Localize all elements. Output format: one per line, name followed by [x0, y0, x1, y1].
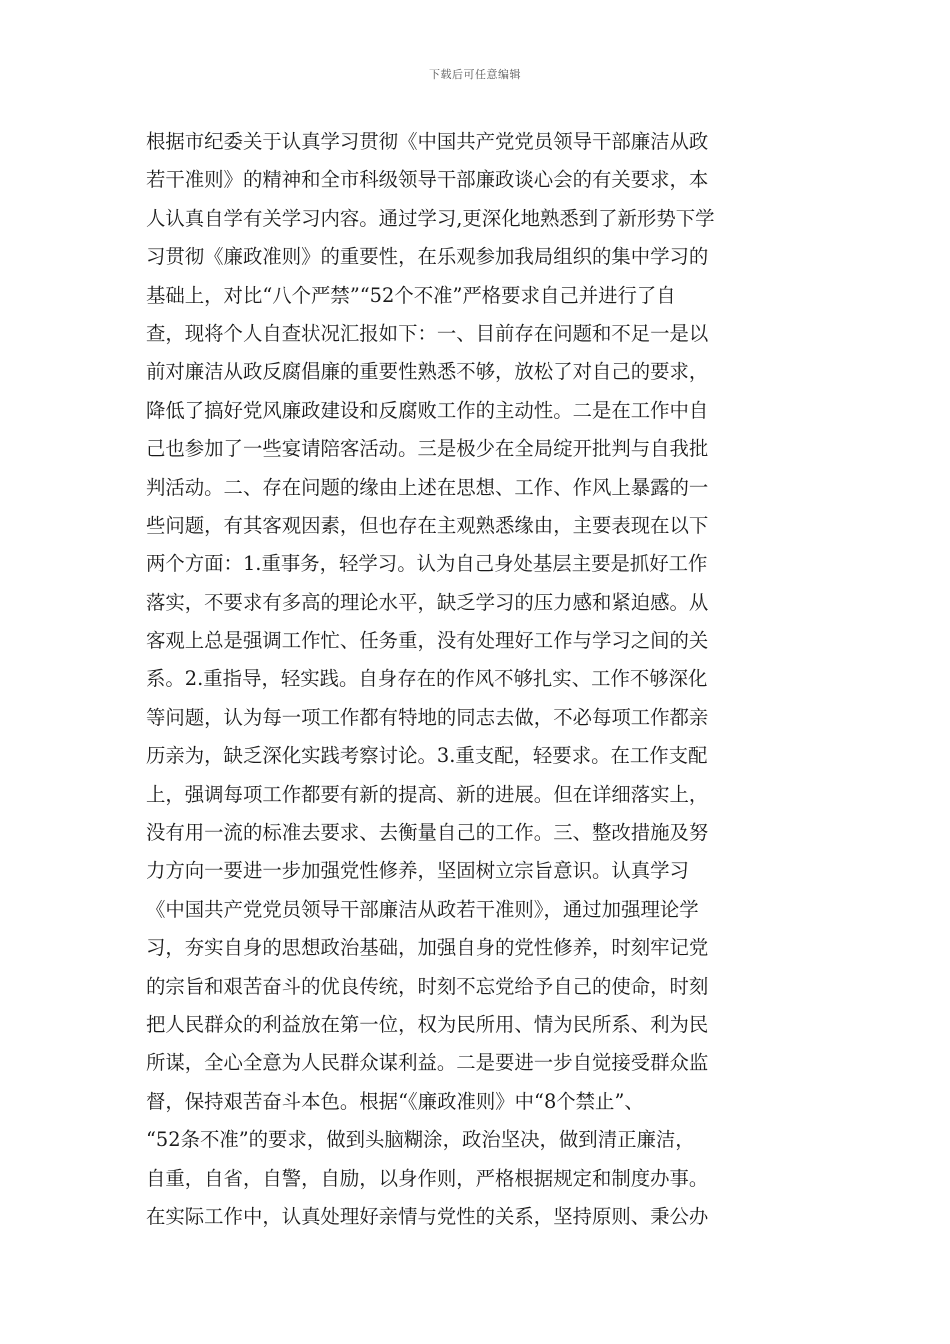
body-line: 判活动。二、存在问题的缘由上述在思想、工作、作风上暴露的一 — [146, 475, 709, 499]
body-line: 客观上总是强调工作忙、任务重，没有处理好工作与学习之间的关 — [146, 629, 709, 653]
body-line: 两个方面：1.重事务，轻学习。认为自己身处基层主要是抓好工作 — [146, 552, 708, 576]
page-header: 下载后可任意编辑 — [429, 68, 521, 81]
body-line: 习贯彻《廉政准则》的重要性，在乐观参加我局组织的集中学习的 — [146, 245, 709, 269]
body-line: 查，现将个人自查状况汇报如下：一、目前存在问题和不足一是以 — [146, 321, 709, 345]
body-line: 前对廉洁从政反腐倡廉的重要性熟悉不够，放松了对自己的要求， — [146, 360, 709, 384]
body-line: 所谋，全心全意为人民群众谋利益。二是要进一步自觉接受群众监 — [146, 1051, 709, 1075]
body-line: 上，强调每项工作都要有新的提高、新的进展。但在详细落实上， — [146, 782, 709, 806]
body-line: 没有用一流的标准去要求、去衡量自己的工作。三、整改措施及努 — [146, 821, 709, 845]
body-line: 的宗旨和艰苦奋斗的优良传统，时刻不忘党给予自己的使命，时刻 — [146, 974, 709, 998]
body-line: 些问题，有其客观因素，但也存在主观熟悉缘由，主要表现在以下 — [146, 513, 709, 537]
body-line: 力方向一要进一步加强党性修养，坚固树立宗旨意识。认真学习 — [146, 859, 689, 883]
body-line: 基础上，对比“八个严禁”“52个不准”严格要求自己并进行了自 — [146, 283, 676, 307]
body-line: 系。2.重指导，轻实践。自身存在的作风不够扎实、工作不够深化 — [146, 667, 708, 691]
body-line: 历亲为，缺乏深化实践考察讨论。3.重支配，轻要求。在工作支配 — [146, 744, 708, 768]
body-line: 《中国共产党党员领导干部廉洁从政若干准则》，通过加强理论学 — [146, 897, 699, 921]
body-line: 等问题，认为每一项工作都有特地的同志去做，不必每项工作都亲 — [146, 705, 709, 729]
body-line: 习，夯实自身的思想政治基础，加强自身的党性修养，时刻牢记党 — [146, 936, 709, 960]
document-body — [146, 123, 806, 1236]
body-line: 若干准则》的精神和全市科级领导干部廉政谈心会的有关要求，本 — [146, 168, 709, 192]
body-line: “52条不准”的要求，做到头脑糊涂，政治坚决，做到清正廉洁， — [146, 1128, 695, 1152]
body-line: 自重，自省，自警，自励，以身作则，严格根据规定和制度办事。 — [146, 1166, 709, 1190]
body-line: 人认真自学有关学习内容。通过学习,更深化地熟悉到了新形势下学 — [146, 206, 715, 230]
body-line: 降低了搞好党风廉政建设和反腐败工作的主动性。二是在工作中自 — [146, 398, 709, 422]
body-line: 在实际工作中，认真处理好亲情与党性的关系，坚持原则、秉公办 — [146, 1204, 709, 1228]
body-line: 督，保持艰苦奋斗本色。根据“《廉政准则》中“8个禁止”、 — [146, 1089, 644, 1113]
body-line: 把人民群众的利益放在第一位，权为民所用、情为民所系、利为民 — [146, 1012, 709, 1036]
body-line: 根据市纪委关于认真学习贯彻《中国共产党党员领导干部廉洁从政 — [146, 130, 709, 153]
body-line: 己也参加了一些宴请陪客活动。三是极少在全局绽开批判与自我批 — [146, 437, 709, 461]
body-line: 落实，不要求有多高的理论水平，缺乏学习的压力感和紧迫感。从 — [146, 590, 709, 614]
